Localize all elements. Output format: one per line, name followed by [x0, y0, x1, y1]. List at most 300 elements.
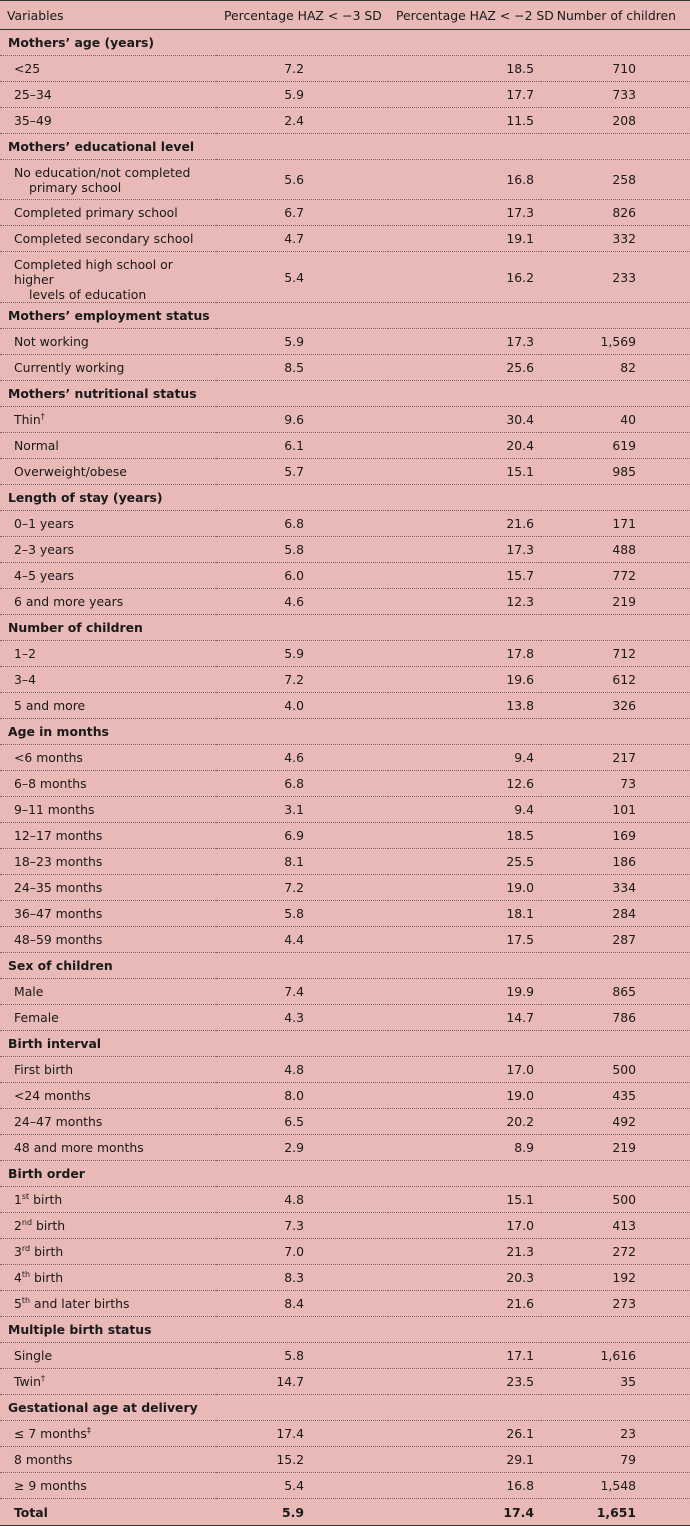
value-number-of-children: 488 — [541, 537, 690, 563]
row-label-text: 2–3 years — [14, 542, 74, 557]
value-number-of-children: 1,548 — [541, 1473, 690, 1499]
row-label-text: 0–1 years — [14, 516, 74, 531]
value-number-of-children: 82 — [541, 355, 690, 381]
value-number-of-children: 826 — [541, 200, 690, 226]
table-row — [0, 1213, 690, 1239]
total-row — [0, 1499, 690, 1526]
value-haz-2sd: 19.0 — [388, 875, 541, 901]
value-haz-2sd: 21.6 — [388, 1291, 541, 1317]
row-label — [0, 927, 216, 953]
row-label — [0, 1343, 216, 1369]
value-haz-2sd: 25.6 — [388, 355, 541, 381]
table-row — [0, 82, 690, 108]
table-row — [0, 667, 690, 693]
row-label-suffix: birth — [29, 1192, 63, 1207]
value-haz-3sd: 7.2 — [216, 875, 388, 901]
value-haz-2sd: 15.1 — [388, 1187, 541, 1213]
section-title: Mothers’ employment status — [0, 303, 690, 329]
value-haz-3sd: 6.9 — [216, 823, 388, 849]
row-label — [0, 200, 216, 226]
value-number-of-children: 1,569 — [541, 329, 690, 355]
value-haz-2sd: 17.3 — [388, 200, 541, 226]
table-row — [0, 875, 690, 901]
row-label-text: 4–5 years — [14, 568, 74, 583]
table-row — [0, 1473, 690, 1499]
value-haz-2sd: 14.7 — [388, 1005, 541, 1031]
row-label-text: 1 — [14, 1192, 22, 1207]
value-number-of-children: 192 — [541, 1265, 690, 1291]
section-title: Sex of children — [0, 953, 690, 979]
row-label — [0, 1239, 216, 1265]
value-haz-3sd: 5.8 — [216, 901, 388, 927]
section-header-row — [0, 1161, 690, 1187]
value-haz-3sd: 9.6 — [216, 407, 388, 433]
row-label-text: 24–47 months — [14, 1114, 103, 1129]
value-haz-2sd: 16.8 — [388, 160, 541, 200]
value-number-of-children: 219 — [541, 589, 690, 615]
value-haz-3sd: 8.3 — [216, 1265, 388, 1291]
section-title: Mothers’ age (years) — [0, 30, 690, 56]
value-haz-2sd: 12.6 — [388, 771, 541, 797]
row-label-text: 35–49 — [14, 113, 52, 128]
row-label — [0, 56, 216, 82]
section-title: Birth interval — [0, 1031, 690, 1057]
value-number-of-children: 985 — [541, 459, 690, 485]
row-label-continuation: primary school — [29, 180, 122, 195]
value-number-of-children: 619 — [541, 433, 690, 459]
value-haz-3sd: 2.9 — [216, 1135, 388, 1161]
row-label-text: <24 months — [14, 1088, 91, 1103]
section-title: Length of stay (years) — [0, 485, 690, 511]
total-haz-3sd: 5.9 — [216, 1499, 388, 1526]
row-label-text: 1–2 — [14, 646, 36, 661]
value-haz-3sd: 2.4 — [216, 108, 388, 134]
table-row — [0, 693, 690, 719]
table-row — [0, 563, 690, 589]
value-haz-3sd: 15.2 — [216, 1447, 388, 1473]
value-number-of-children: 40 — [541, 407, 690, 433]
table-row — [0, 1369, 690, 1395]
table-row — [0, 1421, 690, 1447]
value-haz-2sd: 26.1 — [388, 1421, 541, 1447]
row-label — [0, 1265, 216, 1291]
row-label-text: Twin — [14, 1374, 41, 1389]
row-label-text: First birth — [14, 1062, 74, 1077]
value-number-of-children: 101 — [541, 797, 690, 823]
section-header-row — [0, 485, 690, 511]
section-title: Mothers’ educational level — [0, 134, 690, 160]
value-number-of-children: 171 — [541, 511, 690, 537]
row-label-text: ≤ 7 months — [14, 1426, 87, 1441]
row-label — [0, 875, 216, 901]
section-title: Multiple birth status — [0, 1317, 690, 1343]
table-row — [0, 1005, 690, 1031]
value-haz-3sd: 8.5 — [216, 355, 388, 381]
row-label — [0, 745, 216, 771]
row-label — [0, 1473, 216, 1499]
value-haz-3sd: 7.4 — [216, 979, 388, 1005]
value-haz-2sd: 9.4 — [388, 745, 541, 771]
value-haz-2sd: 19.1 — [388, 226, 541, 252]
value-number-of-children: 273 — [541, 1291, 690, 1317]
value-haz-3sd: 5.7 — [216, 459, 388, 485]
value-haz-3sd: 4.0 — [216, 693, 388, 719]
value-haz-3sd: 8.1 — [216, 849, 388, 875]
value-haz-3sd: 5.8 — [216, 537, 388, 563]
total-number-of-children: 1,651 — [541, 1499, 690, 1526]
row-label-text: 48 and more months — [14, 1140, 144, 1155]
value-haz-3sd: 5.4 — [216, 1473, 388, 1499]
value-haz-2sd: 25.5 — [388, 849, 541, 875]
value-haz-2sd: 21.3 — [388, 1239, 541, 1265]
table-row — [0, 108, 690, 134]
table-row — [0, 433, 690, 459]
row-label-text: ≥ 9 months — [14, 1478, 87, 1493]
row-label-superscript: th — [21, 1295, 31, 1305]
value-haz-3sd: 14.7 — [216, 1369, 388, 1395]
table-row — [0, 226, 690, 252]
row-label — [0, 355, 216, 381]
table-row — [0, 927, 690, 953]
row-label — [0, 979, 216, 1005]
value-haz-3sd: 6.0 — [216, 563, 388, 589]
value-haz-2sd: 17.1 — [388, 1343, 541, 1369]
row-label-text: 3–4 — [14, 672, 36, 687]
section-title: Gestational age at delivery — [0, 1395, 690, 1421]
row-label-text: 6–8 months — [14, 776, 87, 791]
row-label-superscript: nd — [21, 1217, 33, 1227]
table-row — [0, 823, 690, 849]
header-number-of-children: Number of children — [541, 1, 690, 30]
value-number-of-children: 786 — [541, 1005, 690, 1031]
value-haz-2sd: 19.6 — [388, 667, 541, 693]
row-label-text: Completed primary school — [14, 205, 178, 220]
value-haz-2sd: 30.4 — [388, 407, 541, 433]
value-haz-2sd: 19.0 — [388, 1083, 541, 1109]
value-haz-3sd: 7.0 — [216, 1239, 388, 1265]
row-label-text: 6 and more years — [14, 594, 124, 609]
table-row — [0, 1187, 690, 1213]
row-label-text: Currently working — [14, 360, 125, 375]
row-label — [0, 108, 216, 134]
row-label-superscript: st — [21, 1191, 30, 1201]
value-number-of-children: 413 — [541, 1213, 690, 1239]
section-header-row — [0, 134, 690, 160]
value-number-of-children: 332 — [541, 226, 690, 252]
section-header-row — [0, 1395, 690, 1421]
value-number-of-children: 500 — [541, 1187, 690, 1213]
row-label-text: <25 — [14, 61, 41, 76]
table-row — [0, 200, 690, 226]
section-header-row — [0, 381, 690, 407]
row-label-text: Thin — [14, 412, 41, 427]
value-number-of-children: 186 — [541, 849, 690, 875]
row-label-text: 5 — [14, 1296, 22, 1311]
value-haz-3sd: 17.4 — [216, 1421, 388, 1447]
value-haz-2sd: 15.1 — [388, 459, 541, 485]
row-label-superscript: th — [21, 1269, 31, 1279]
row-label — [0, 433, 216, 459]
row-label-text: Overweight/obese — [14, 464, 127, 479]
section-header-row — [0, 615, 690, 641]
row-label-text: 4 — [14, 1270, 22, 1285]
value-haz-3sd: 4.7 — [216, 226, 388, 252]
row-label — [0, 1005, 216, 1031]
value-haz-3sd: 8.4 — [216, 1291, 388, 1317]
row-label-continuation: levels of education — [29, 287, 147, 302]
table-row — [0, 1343, 690, 1369]
row-label-text: 5 and more — [14, 698, 86, 713]
table-row — [0, 589, 690, 615]
table-row — [0, 537, 690, 563]
section-title: Mothers’ nutritional status — [0, 381, 690, 407]
row-label-text: No education/not completed — [14, 165, 191, 180]
row-label-suffix: birth — [30, 1270, 64, 1285]
section-header-row — [0, 719, 690, 745]
value-number-of-children: 219 — [541, 1135, 690, 1161]
value-haz-2sd: 18.5 — [388, 56, 541, 82]
header-haz-3sd: Percentage HAZ < −3 SD — [216, 1, 388, 30]
table-row — [0, 1265, 690, 1291]
row-label-text: <6 months — [14, 750, 83, 765]
row-label — [0, 693, 216, 719]
row-label — [0, 1057, 216, 1083]
value-haz-2sd: 23.5 — [388, 1369, 541, 1395]
row-label — [0, 537, 216, 563]
row-label-text: 25–34 — [14, 87, 52, 102]
row-label-superscript: † — [40, 411, 45, 421]
value-haz-2sd: 13.8 — [388, 693, 541, 719]
value-number-of-children: 73 — [541, 771, 690, 797]
value-haz-3sd: 6.5 — [216, 1109, 388, 1135]
value-number-of-children: 169 — [541, 823, 690, 849]
row-label — [0, 252, 216, 303]
table-row — [0, 511, 690, 537]
row-label — [0, 1447, 216, 1473]
value-haz-3sd: 5.9 — [216, 82, 388, 108]
value-haz-3sd: 3.1 — [216, 797, 388, 823]
row-label — [0, 1291, 216, 1317]
value-haz-3sd: 7.3 — [216, 1213, 388, 1239]
value-number-of-children: 284 — [541, 901, 690, 927]
value-number-of-children: 217 — [541, 745, 690, 771]
value-number-of-children: 712 — [541, 641, 690, 667]
value-haz-2sd: 17.5 — [388, 927, 541, 953]
value-haz-2sd: 17.0 — [388, 1057, 541, 1083]
row-label-text: 18–23 months — [14, 854, 103, 869]
value-number-of-children: 435 — [541, 1083, 690, 1109]
table-row — [0, 459, 690, 485]
value-haz-3sd: 4.6 — [216, 589, 388, 615]
header-row — [0, 1, 690, 30]
row-label — [0, 771, 216, 797]
value-haz-2sd: 17.7 — [388, 82, 541, 108]
value-haz-2sd: 18.1 — [388, 901, 541, 927]
value-number-of-children: 772 — [541, 563, 690, 589]
row-label-text: Normal — [14, 438, 59, 453]
row-label-suffix: birth — [30, 1244, 64, 1259]
table-row — [0, 329, 690, 355]
value-haz-2sd: 15.7 — [388, 563, 541, 589]
value-haz-2sd: 18.5 — [388, 823, 541, 849]
value-number-of-children: 612 — [541, 667, 690, 693]
value-haz-2sd: 12.3 — [388, 589, 541, 615]
row-label — [0, 226, 216, 252]
section-header-row — [0, 303, 690, 329]
value-haz-2sd: 19.9 — [388, 979, 541, 1005]
row-label-text: 2 — [14, 1218, 22, 1233]
value-haz-3sd: 7.2 — [216, 56, 388, 82]
row-label — [0, 823, 216, 849]
row-label — [0, 82, 216, 108]
row-label — [0, 1187, 216, 1213]
table-row — [0, 56, 690, 82]
value-number-of-children: 733 — [541, 82, 690, 108]
total-haz-2sd: 17.4 — [388, 1499, 541, 1526]
value-haz-2sd: 17.3 — [388, 329, 541, 355]
total-label: Total — [0, 1499, 216, 1526]
table-row — [0, 1447, 690, 1473]
value-haz-2sd: 11.5 — [388, 108, 541, 134]
section-header-row — [0, 953, 690, 979]
value-haz-2sd: 17.3 — [388, 537, 541, 563]
value-number-of-children: 710 — [541, 56, 690, 82]
row-label — [0, 901, 216, 927]
value-haz-2sd: 17.8 — [388, 641, 541, 667]
header-variables: Variables — [0, 1, 216, 30]
row-label-text: 3 — [14, 1244, 22, 1259]
value-haz-2sd: 20.4 — [388, 433, 541, 459]
table-row — [0, 1135, 690, 1161]
value-haz-2sd: 20.2 — [388, 1109, 541, 1135]
section-title: Number of children — [0, 615, 690, 641]
table-row — [0, 252, 690, 303]
value-number-of-children: 326 — [541, 693, 690, 719]
table-row — [0, 1291, 690, 1317]
value-haz-3sd: 5.8 — [216, 1343, 388, 1369]
row-label — [0, 1109, 216, 1135]
value-haz-2sd: 29.1 — [388, 1447, 541, 1473]
row-label — [0, 1083, 216, 1109]
section-header-row — [0, 1031, 690, 1057]
row-label-superscript: rd — [21, 1243, 31, 1253]
section-title: Age in months — [0, 719, 690, 745]
value-number-of-children: 258 — [541, 160, 690, 200]
table-row — [0, 1109, 690, 1135]
table-row — [0, 849, 690, 875]
value-haz-3sd: 6.7 — [216, 200, 388, 226]
table-row — [0, 797, 690, 823]
value-haz-2sd: 16.8 — [388, 1473, 541, 1499]
row-label-text: 48–59 months — [14, 932, 103, 947]
row-label — [0, 641, 216, 667]
value-number-of-children: 1,616 — [541, 1343, 690, 1369]
row-label-text: 9–11 months — [14, 802, 95, 817]
section-header-row — [0, 30, 690, 56]
row-label — [0, 589, 216, 615]
value-number-of-children: 865 — [541, 979, 690, 1005]
value-haz-3sd: 4.8 — [216, 1187, 388, 1213]
row-label — [0, 1135, 216, 1161]
row-label-text: Completed secondary school — [14, 231, 194, 246]
row-label-text: 36–47 months — [14, 906, 103, 921]
row-label — [0, 563, 216, 589]
value-haz-3sd: 7.2 — [216, 667, 388, 693]
table-row — [0, 979, 690, 1005]
value-number-of-children: 23 — [541, 1421, 690, 1447]
row-label — [0, 459, 216, 485]
value-number-of-children: 35 — [541, 1369, 690, 1395]
table-row — [0, 641, 690, 667]
value-haz-3sd: 5.6 — [216, 160, 388, 200]
row-label — [0, 329, 216, 355]
table-row — [0, 160, 690, 200]
value-number-of-children: 233 — [541, 252, 690, 303]
row-label-suffix: and later births — [30, 1296, 130, 1311]
value-number-of-children: 208 — [541, 108, 690, 134]
value-haz-2sd: 9.4 — [388, 797, 541, 823]
value-number-of-children: 492 — [541, 1109, 690, 1135]
row-label-text: 12–17 months — [14, 828, 103, 843]
row-label — [0, 407, 216, 433]
value-haz-3sd: 8.0 — [216, 1083, 388, 1109]
value-number-of-children: 79 — [541, 1447, 690, 1473]
row-label — [0, 1369, 216, 1395]
row-label-text: 24–35 months — [14, 880, 103, 895]
table-row — [0, 901, 690, 927]
table-row — [0, 1083, 690, 1109]
row-label-suffix: birth — [32, 1218, 66, 1233]
row-label — [0, 160, 216, 200]
value-haz-3sd: 5.4 — [216, 252, 388, 303]
row-label — [0, 849, 216, 875]
value-haz-2sd: 21.6 — [388, 511, 541, 537]
value-haz-3sd: 5.9 — [216, 329, 388, 355]
value-haz-2sd: 16.2 — [388, 252, 541, 303]
row-label-superscript: † — [40, 1373, 45, 1383]
header-haz-2sd: Percentage HAZ < −2 SD — [388, 1, 541, 30]
value-haz-3sd: 6.8 — [216, 511, 388, 537]
row-label-text: 8 months — [14, 1452, 73, 1467]
table-row — [0, 407, 690, 433]
value-number-of-children: 287 — [541, 927, 690, 953]
row-label — [0, 511, 216, 537]
value-haz-3sd: 6.8 — [216, 771, 388, 797]
value-haz-3sd: 5.9 — [216, 641, 388, 667]
value-number-of-children: 334 — [541, 875, 690, 901]
table-row — [0, 1057, 690, 1083]
value-number-of-children: 500 — [541, 1057, 690, 1083]
row-label — [0, 1421, 216, 1447]
value-haz-3sd: 4.8 — [216, 1057, 388, 1083]
row-label — [0, 1213, 216, 1239]
row-label-text: Completed high school or higher — [14, 257, 173, 287]
value-number-of-children: 272 — [541, 1239, 690, 1265]
value-haz-2sd: 17.0 — [388, 1213, 541, 1239]
value-haz-3sd: 6.1 — [216, 433, 388, 459]
row-label-text: Not working — [14, 334, 89, 349]
row-label-superscript: ‡ — [86, 1425, 91, 1435]
row-label-text: Male — [14, 984, 44, 999]
row-label-text: Female — [14, 1010, 59, 1025]
row-label — [0, 797, 216, 823]
row-label-text: Single — [14, 1348, 53, 1363]
value-haz-3sd: 4.3 — [216, 1005, 388, 1031]
table-row — [0, 745, 690, 771]
table-row — [0, 771, 690, 797]
section-header-row — [0, 1317, 690, 1343]
value-haz-3sd: 4.6 — [216, 745, 388, 771]
